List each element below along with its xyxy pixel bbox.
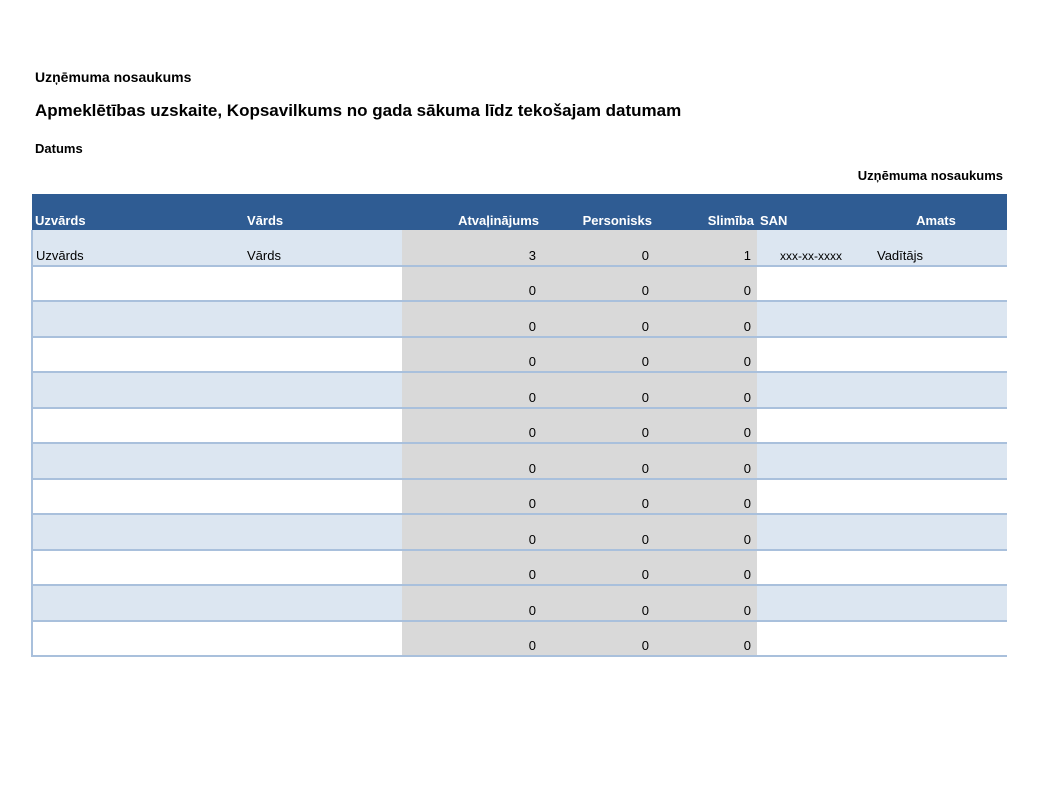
- cell-name[interactable]: [244, 514, 402, 550]
- cell-personal[interactable]: 0: [542, 443, 655, 479]
- cell-vacation[interactable]: 0: [402, 514, 542, 550]
- cell-position[interactable]: [865, 585, 1007, 621]
- cell-vacation[interactable]: 0: [402, 408, 542, 444]
- cell-sick[interactable]: 0: [655, 372, 757, 408]
- cell-sick[interactable]: 0: [655, 337, 757, 373]
- cell-name[interactable]: Vārds: [247, 247, 281, 263]
- cell-surname[interactable]: [32, 372, 244, 408]
- attendance-table: [31, 194, 1007, 657]
- cell-position[interactable]: [865, 372, 1007, 408]
- cell-sick[interactable]: 0: [655, 550, 757, 586]
- cell-sick[interactable]: 0: [655, 443, 757, 479]
- table-row: [32, 621, 1007, 657]
- table-row: [32, 550, 1007, 586]
- cell-sick[interactable]: 0: [655, 514, 757, 550]
- cell-surname[interactable]: [32, 514, 244, 550]
- cell-position[interactable]: [865, 550, 1007, 586]
- cell-san[interactable]: [757, 550, 865, 586]
- table-row: [32, 266, 1007, 302]
- table-row: [32, 301, 1007, 337]
- cell-personal[interactable]: 0: [542, 585, 655, 621]
- cell-name[interactable]: [244, 585, 402, 621]
- cell-personal[interactable]: 0: [542, 337, 655, 373]
- cell-vacation[interactable]: 0: [402, 266, 542, 302]
- table-header-row: [32, 194, 1007, 230]
- cell-position[interactable]: [865, 266, 1007, 302]
- cell-position[interactable]: [865, 337, 1007, 373]
- cell-name[interactable]: [244, 408, 402, 444]
- cell-san[interactable]: [757, 585, 865, 621]
- cell-surname[interactable]: [32, 301, 244, 337]
- table-row: [32, 408, 1007, 444]
- cell-name[interactable]: [244, 550, 402, 586]
- cell-name[interactable]: [244, 621, 402, 657]
- company-name-right: Uzņēmuma nosaukums: [857, 168, 1003, 183]
- cell-sick[interactable]: 0: [655, 301, 757, 337]
- column-header-name[interactable]: Vārds: [247, 213, 284, 228]
- cell-sick[interactable]: 0: [655, 479, 757, 515]
- cell-surname[interactable]: Uzvārds: [32, 230, 244, 266]
- table-row: [32, 443, 1007, 479]
- cell-surname[interactable]: [32, 443, 244, 479]
- table-row: [32, 585, 1007, 621]
- column-header-surname[interactable]: Uzvārds: [35, 213, 86, 228]
- column-header-vacation[interactable]: Atvaļinājums: [458, 213, 539, 228]
- cell-sick[interactable]: 0: [655, 408, 757, 444]
- cell-personal[interactable]: 0: [542, 408, 655, 444]
- cell-san[interactable]: [757, 301, 865, 337]
- cell-position[interactable]: [865, 443, 1007, 479]
- cell-personal[interactable]: 0: [542, 479, 655, 515]
- cell-name[interactable]: [244, 479, 402, 515]
- cell-position[interactable]: [865, 408, 1007, 444]
- column-header-personal[interactable]: Personisks: [582, 213, 652, 228]
- cell-name[interactable]: [244, 266, 402, 302]
- cell-surname[interactable]: [32, 266, 244, 302]
- cell-vacation[interactable]: 3: [402, 230, 542, 266]
- column-header-sick[interactable]: Slimība: [707, 213, 754, 228]
- cell-san[interactable]: [757, 337, 865, 373]
- cell-vacation[interactable]: 0: [402, 443, 542, 479]
- cell-san[interactable]: xxx-xx-xxxx: [780, 248, 842, 263]
- table-row: [32, 337, 1007, 373]
- cell-surname[interactable]: [32, 408, 244, 444]
- cell-san[interactable]: [757, 479, 865, 515]
- cell-name[interactable]: [244, 443, 402, 479]
- cell-position[interactable]: Vadītājs: [877, 247, 924, 263]
- cell-position[interactable]: [865, 301, 1007, 337]
- cell-personal[interactable]: 0: [542, 230, 655, 266]
- table-row: [32, 372, 1007, 408]
- cell-personal[interactable]: 0: [542, 266, 655, 302]
- cell-sick[interactable]: 1: [655, 230, 757, 266]
- cell-vacation[interactable]: 0: [402, 550, 542, 586]
- cell-surname[interactable]: [32, 479, 244, 515]
- cell-vacation[interactable]: 0: [402, 621, 542, 657]
- cell-surname[interactable]: [32, 550, 244, 586]
- cell-name[interactable]: [244, 301, 402, 337]
- cell-san[interactable]: [757, 266, 865, 302]
- cell-vacation[interactable]: 0: [402, 585, 542, 621]
- table-row: [32, 479, 1007, 515]
- table-row: [32, 230, 1007, 266]
- company-name: Uzņēmuma nosaukums: [35, 69, 192, 85]
- column-header-san[interactable]: SAN: [760, 213, 788, 228]
- cell-personal[interactable]: 0: [542, 550, 655, 586]
- column-header-position[interactable]: Amats: [916, 213, 956, 228]
- cell-surname[interactable]: [32, 585, 244, 621]
- cell-sick[interactable]: 0: [655, 585, 757, 621]
- cell-position[interactable]: [865, 621, 1007, 657]
- cell-san[interactable]: [757, 514, 865, 550]
- cell-name[interactable]: [244, 372, 402, 408]
- report-title: Apmeklētības uzskaite, Kopsavilkums no gada sākuma līdz tekošajam datumam: [35, 101, 682, 120]
- cell-name[interactable]: [244, 337, 402, 373]
- cell-personal[interactable]: 0: [542, 372, 655, 408]
- cell-san[interactable]: [757, 408, 865, 444]
- cell-personal[interactable]: 0: [542, 514, 655, 550]
- cell-san[interactable]: [757, 621, 865, 657]
- cell-position[interactable]: [865, 514, 1007, 550]
- cell-vacation[interactable]: 0: [402, 479, 542, 515]
- cell-sick[interactable]: 0: [655, 266, 757, 302]
- cell-surname[interactable]: [32, 337, 244, 373]
- cell-san[interactable]: [757, 372, 865, 408]
- table-body: [32, 230, 1007, 656]
- cell-vacation[interactable]: 0: [402, 372, 542, 408]
- cell-vacation[interactable]: 0: [402, 337, 542, 373]
- cell-sick[interactable]: 0: [655, 621, 757, 657]
- date-label: Datums: [35, 141, 83, 156]
- table-row: [32, 514, 1007, 550]
- cell-personal[interactable]: 0: [542, 301, 655, 337]
- cell-position[interactable]: [865, 479, 1007, 515]
- cell-san[interactable]: [757, 443, 865, 479]
- cell-personal[interactable]: 0: [542, 621, 655, 657]
- cell-surname[interactable]: [32, 621, 244, 657]
- cell-vacation[interactable]: 0: [402, 301, 542, 337]
